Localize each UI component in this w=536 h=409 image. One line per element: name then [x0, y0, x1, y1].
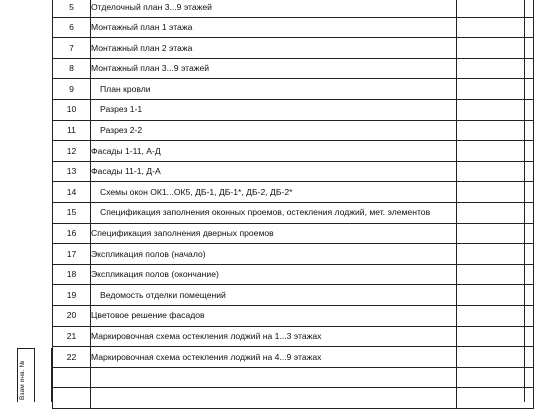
row-number: 5 [53, 0, 91, 17]
row-number [53, 388, 91, 409]
row-note [457, 347, 534, 368]
row-title: Монтажный план 2 этажа [91, 38, 457, 59]
row-note [457, 202, 534, 223]
row-title: Фасады 11-1, Д-А [91, 161, 457, 182]
table-row [53, 0, 534, 17]
row-number: 19 [53, 285, 91, 306]
row-note [457, 244, 534, 265]
row-title: Спецификация заполнения оконных проемов, остекления лоджий, мет. элементов [91, 202, 457, 223]
row-title: Маркировочная схема остекления лоджий на 4...9 этажах [91, 347, 457, 368]
row-title: Экспликация полов (окончание) [91, 264, 457, 285]
row-number: 21 [53, 326, 91, 347]
row-title: Монтажный план 1 этажа [91, 17, 457, 38]
row-number: 16 [53, 223, 91, 244]
row-title: Отделочный план 3...9 этажей [91, 0, 457, 17]
table-row [53, 141, 534, 162]
row-number: 10 [53, 99, 91, 120]
row-title [91, 388, 457, 409]
row-note [457, 223, 534, 244]
table-row [53, 388, 534, 409]
row-number: 7 [53, 38, 91, 59]
row-note [457, 0, 534, 17]
row-number: 17 [53, 244, 91, 265]
sidebar-stamp-column [35, 348, 52, 402]
row-title: План кровли [91, 79, 457, 100]
row-note [457, 367, 534, 388]
row-number: 9 [53, 79, 91, 100]
row-number: 14 [53, 182, 91, 203]
row-note [457, 182, 534, 203]
row-title [91, 367, 457, 388]
row-number: 12 [53, 141, 91, 162]
table-row [53, 223, 534, 244]
row-note [457, 38, 534, 59]
table-row [53, 99, 534, 120]
table-row [53, 120, 534, 141]
row-title: Спецификация заполнения дверных проемов [91, 223, 457, 244]
table-row [53, 38, 534, 59]
table-row [53, 305, 534, 326]
table-row [53, 182, 534, 203]
row-title: Разрез 1-1 [91, 99, 457, 120]
table-row [53, 367, 534, 388]
row-title: Экспликация полов (начало) [91, 244, 457, 265]
row-title: Разрез 2-2 [91, 120, 457, 141]
row-number [53, 367, 91, 388]
drawings-list-body [53, 0, 534, 408]
row-title: Цветовое решение фасадов [91, 305, 457, 326]
table-row [53, 17, 534, 38]
row-note [457, 58, 534, 79]
sheet-right-border [524, 0, 525, 402]
row-note [457, 388, 534, 409]
row-note [457, 285, 534, 306]
row-title: Схемы окон ОК1...ОК5, ДБ-1, ДБ-1*, ДБ-2, ДБ-2* [91, 182, 457, 203]
row-number: 13 [53, 161, 91, 182]
row-note [457, 161, 534, 182]
row-note [457, 305, 534, 326]
row-number: 18 [53, 264, 91, 285]
table-row [53, 244, 534, 265]
row-note [457, 141, 534, 162]
row-number: 15 [53, 202, 91, 223]
table-row [53, 326, 534, 347]
row-title: Монтажный план 3...9 этажей [91, 58, 457, 79]
row-note [457, 17, 534, 38]
table-row [53, 264, 534, 285]
row-title: Ведомость отделки помещений [91, 285, 457, 306]
row-number: 6 [53, 17, 91, 38]
row-title: Фасады 1-11, А-Д [91, 141, 457, 162]
row-note [457, 326, 534, 347]
row-title: Маркировочная схема остекления лоджий на 1...3 этажах [91, 326, 457, 347]
table-row [53, 79, 534, 100]
row-number: 11 [53, 120, 91, 141]
table-row [53, 58, 534, 79]
row-note [457, 99, 534, 120]
row-number: 22 [53, 347, 91, 368]
drawings-list-table [52, 0, 534, 409]
table-row [53, 285, 534, 306]
row-number: 8 [53, 58, 91, 79]
sidebar-stamp-label: Взам инв. № [19, 360, 26, 400]
table-row [53, 347, 534, 368]
row-note [457, 120, 534, 141]
row-note [457, 79, 534, 100]
row-number: 20 [53, 305, 91, 326]
table-row [53, 202, 534, 223]
row-note [457, 264, 534, 285]
table-row [53, 161, 534, 182]
